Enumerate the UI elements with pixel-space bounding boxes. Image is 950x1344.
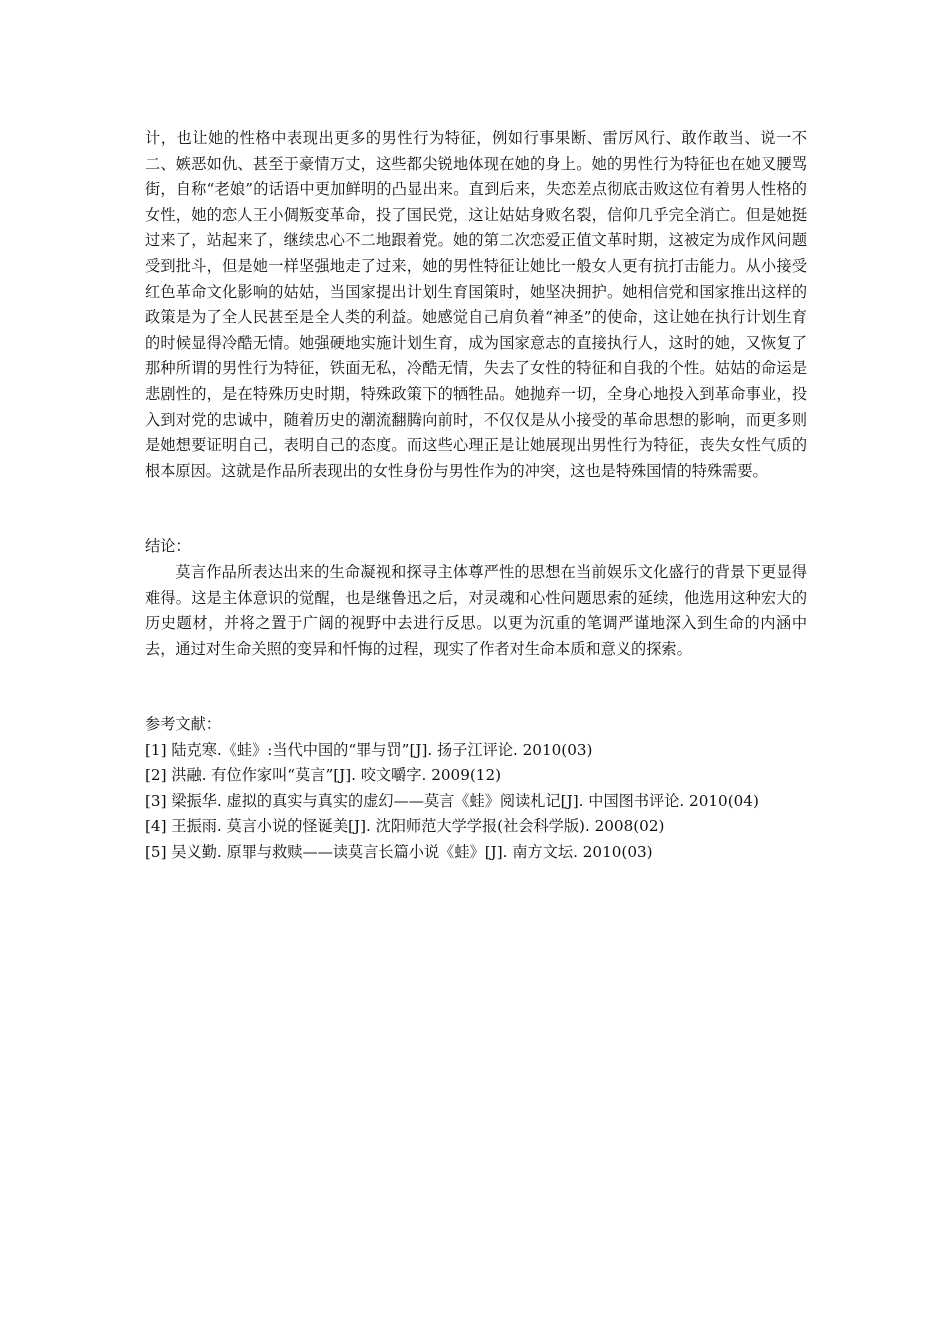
references-list xyxy=(145,738,807,865)
reference-item: [5] 吴义勤. 原罪与救赎——读莫言长篇小说《蛙》[J]. 南方文坛. 2010(03) xyxy=(145,842,653,861)
reference-item: [3] 梁振华. 虚拟的真实与真实的虚幻——莫言《蛙》阅读札记[J]. 中国图书评论. 2010(04) xyxy=(145,791,759,810)
spacer xyxy=(145,484,807,534)
conclusion-paragraph: 莫言作品所表达出来的生命凝视和探寻主体尊严性的思想在当前娱乐文化盛行的背景下更显得难得。这是主体意识的觉醒，也是继鲁迅之后，对灵魂和心性问题思索的延续，他选用这种宏大的历史题材，并将之置于广阔的视野中去进行反思。以更为沉重的笔调严谨地深入到生命的内涵中去，通过对生命关照的变异和忏悔的过程，现实了作者对生命本质和意义的探索。 xyxy=(145,562,807,658)
references-section xyxy=(145,712,807,865)
references-heading: 参考文献： xyxy=(145,715,221,734)
reference-item: [2] 洪融. 有位作家叫“莫言”[J]. 咬文嚼字. 2009(12) xyxy=(145,766,502,785)
body-paragraph: 计，也让她的性格中表现出更多的男性行为特征，例如行事果断、雷厉风行、敢作敢当、说一不二、嫉恶如仇、甚至于豪情万丈，这些都尖锐地体现在她的身上。她的男性行为特征也在她叉腰骂街，自称“老娘”的话语中更加鲜明的凸显出来。直到后来，失恋差点彻底击败这位有着男人性格的女性，她的恋人王小倜叛变革命，投了国民党，这让姑姑身败名裂，信仰几乎完全消亡。但是她挺过来了，站起来了，继续忠心不二地跟着党。她的第二次恋爱正值文革时期，这被定为成作风问题受到批斗，但是她一样坚强地走了过来，她的男性特征让她比一般女人更有抗打击能力。从小接受红色革命文化影响的姑姑，当国家提出计划生育国策时，她坚决拥护。她相信党和国家推出这样的政策是为了全人民甚至是全人类的利益。她感觉自己肩负着“神圣”的使命，这让她在执行计划生育的时候显得冷酷无情。她强硬地实施计划生育，成为国家意志的直接执行人，这时的她，又恢复了那种所谓的男性行为特征，铁面无私，冷酷无情，失去了女性的特征和自我的个性。姑姑的命运是悲剧性的，是在特殊历史时期，特殊政策下的牺牲品。她抛弃一切，全身心地投入到革命事业，投入到对党的忠诚中，随着历史的潮流翻腾向前时，不仅仅是从小接受的革命思想的影响，而更多则是她想要证明自己，表明自己的态度。而这些心理正是让她展现出男性行为特征，丧失女性气质的根本原因。这就是作品所表现出的女性身份与男性作为的冲突，这也是特殊国情的特殊需要。 xyxy=(145,129,807,480)
conclusion-heading: 结论： xyxy=(145,537,191,556)
document-page xyxy=(145,126,807,865)
reference-item: [1] 陆克寒.《蛙》:当代中国的“罪与罚”[J]. 扬子江评论. 2010(03) xyxy=(145,740,593,759)
conclusion-section xyxy=(145,534,807,662)
reference-item: [4] 王振雨. 莫言小说的怪诞美[J]. 沈阳师范大学学报(社会科学版). 2008(02) xyxy=(145,817,665,836)
spacer xyxy=(145,662,807,712)
